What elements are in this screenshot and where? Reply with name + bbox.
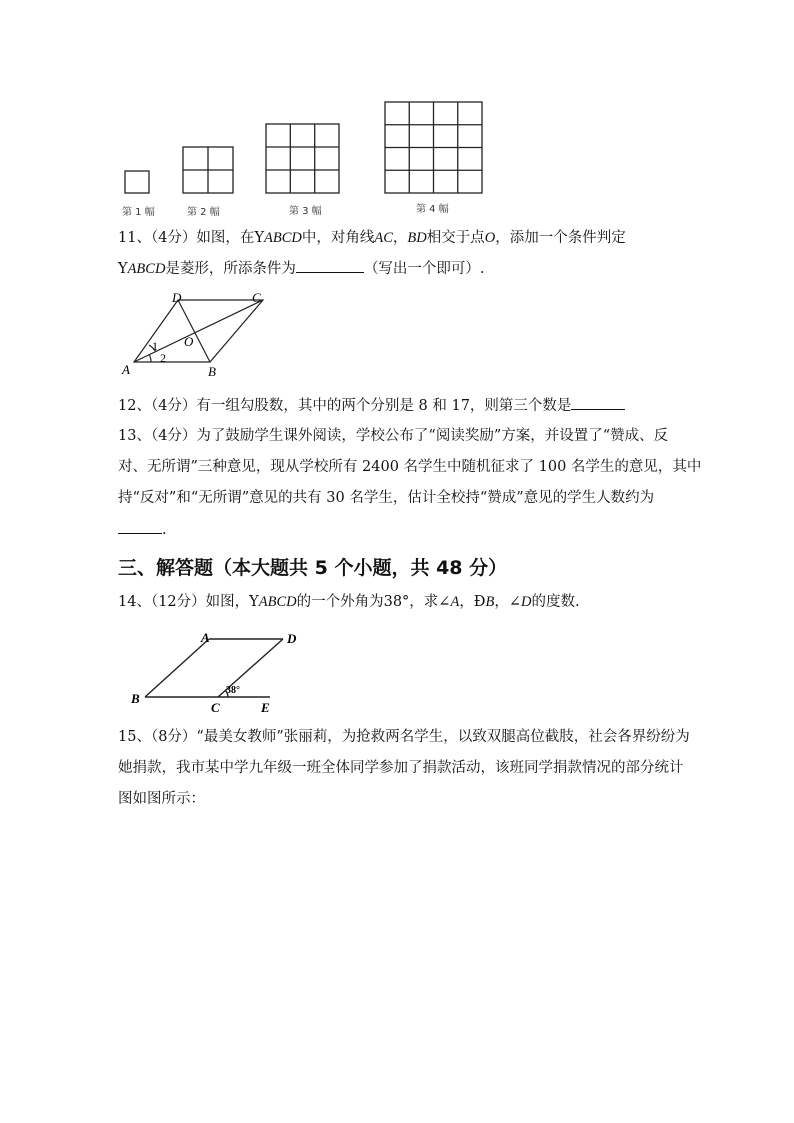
q13-line-4: .	[118, 519, 167, 540]
grid-pattern-figure	[118, 98, 488, 198]
section-3-heading: 三、解答题（本大题共 5 个小题，共 48 分）	[118, 557, 508, 579]
answer-blank[interactable]	[571, 395, 625, 410]
angle-label-2: 2	[160, 351, 166, 365]
angle-label-1: 1	[152, 339, 158, 353]
q13-line-3: 持“反对”和“无所谓”意见的共有 30 名学生，估计全校持“赞成”意见的学生人数约为	[118, 490, 655, 506]
label-D: D	[172, 290, 182, 305]
label-A: A	[201, 630, 210, 645]
q11-parallelogram-figure	[118, 288, 278, 378]
parallelogram-symbol: Y	[249, 594, 259, 610]
grid-2	[183, 147, 233, 193]
label-A: A	[122, 362, 130, 377]
answer-blank[interactable]	[296, 258, 364, 273]
grid-3	[266, 124, 339, 193]
grid-1	[125, 171, 149, 193]
label-E: E	[261, 700, 270, 713]
label-D: D	[287, 631, 297, 646]
q14-line: 14、（12分）如图，YABCD的一个外角为38°，求∠A，ÐB，∠D的度数.	[118, 594, 580, 610]
parallelogram-symbol: Y	[118, 261, 128, 277]
label-B: B	[208, 364, 216, 378]
label-B: B	[131, 691, 140, 706]
q14-parallelogram-figure	[125, 628, 315, 713]
grid-caption-3: 第 3 幅	[289, 206, 322, 217]
q11-line-2: YABCD是菱形，所添条件为 （写出一个即可）.	[118, 258, 485, 279]
grid-caption-1: 第 1 幅	[122, 207, 155, 218]
q13-line-1: 13、（4分）为了鼓励学生课外阅读，学校公布了“阅读奖励”方案，并设置了“赞成、反	[118, 428, 669, 444]
grid-caption-4: 第 4 幅	[416, 204, 449, 215]
q15-line-1: 15、（8分）“最美女教师”张丽莉，为抢救两名学生，以致双腿高位截肢，社会各界纷纷为	[118, 729, 690, 745]
q15-line-3: 图如图所示：	[118, 791, 205, 807]
label-C: C	[211, 700, 220, 713]
q15-line-2: 她捐款，我市某中学九年级一班全体同学参加了捐款活动，该班同学捐款情况的部分统计	[118, 760, 684, 776]
q11-line-1: 11、（4分）如图，在YABCD中，对角线AC，BD相交于点O，添加一个条件判定	[118, 230, 626, 246]
answer-blank[interactable]	[118, 519, 162, 534]
q12-line: 12、（4分）有一组勾股数，其中的两个分别是 8 和 17，则第三个数是	[118, 395, 625, 416]
parallelogram-symbol: Y	[254, 230, 265, 246]
q13-line-2: 对、无所谓”三种意见，现从学校所有 2400 名学生中随机征求了 100 名学生的意见，其中	[118, 459, 702, 475]
label-O: O	[184, 334, 194, 349]
angle-label-38: 38°	[226, 685, 240, 696]
grid-caption-2: 第 2 幅	[187, 207, 220, 218]
grid-4	[385, 102, 482, 193]
label-C: C	[252, 290, 261, 305]
